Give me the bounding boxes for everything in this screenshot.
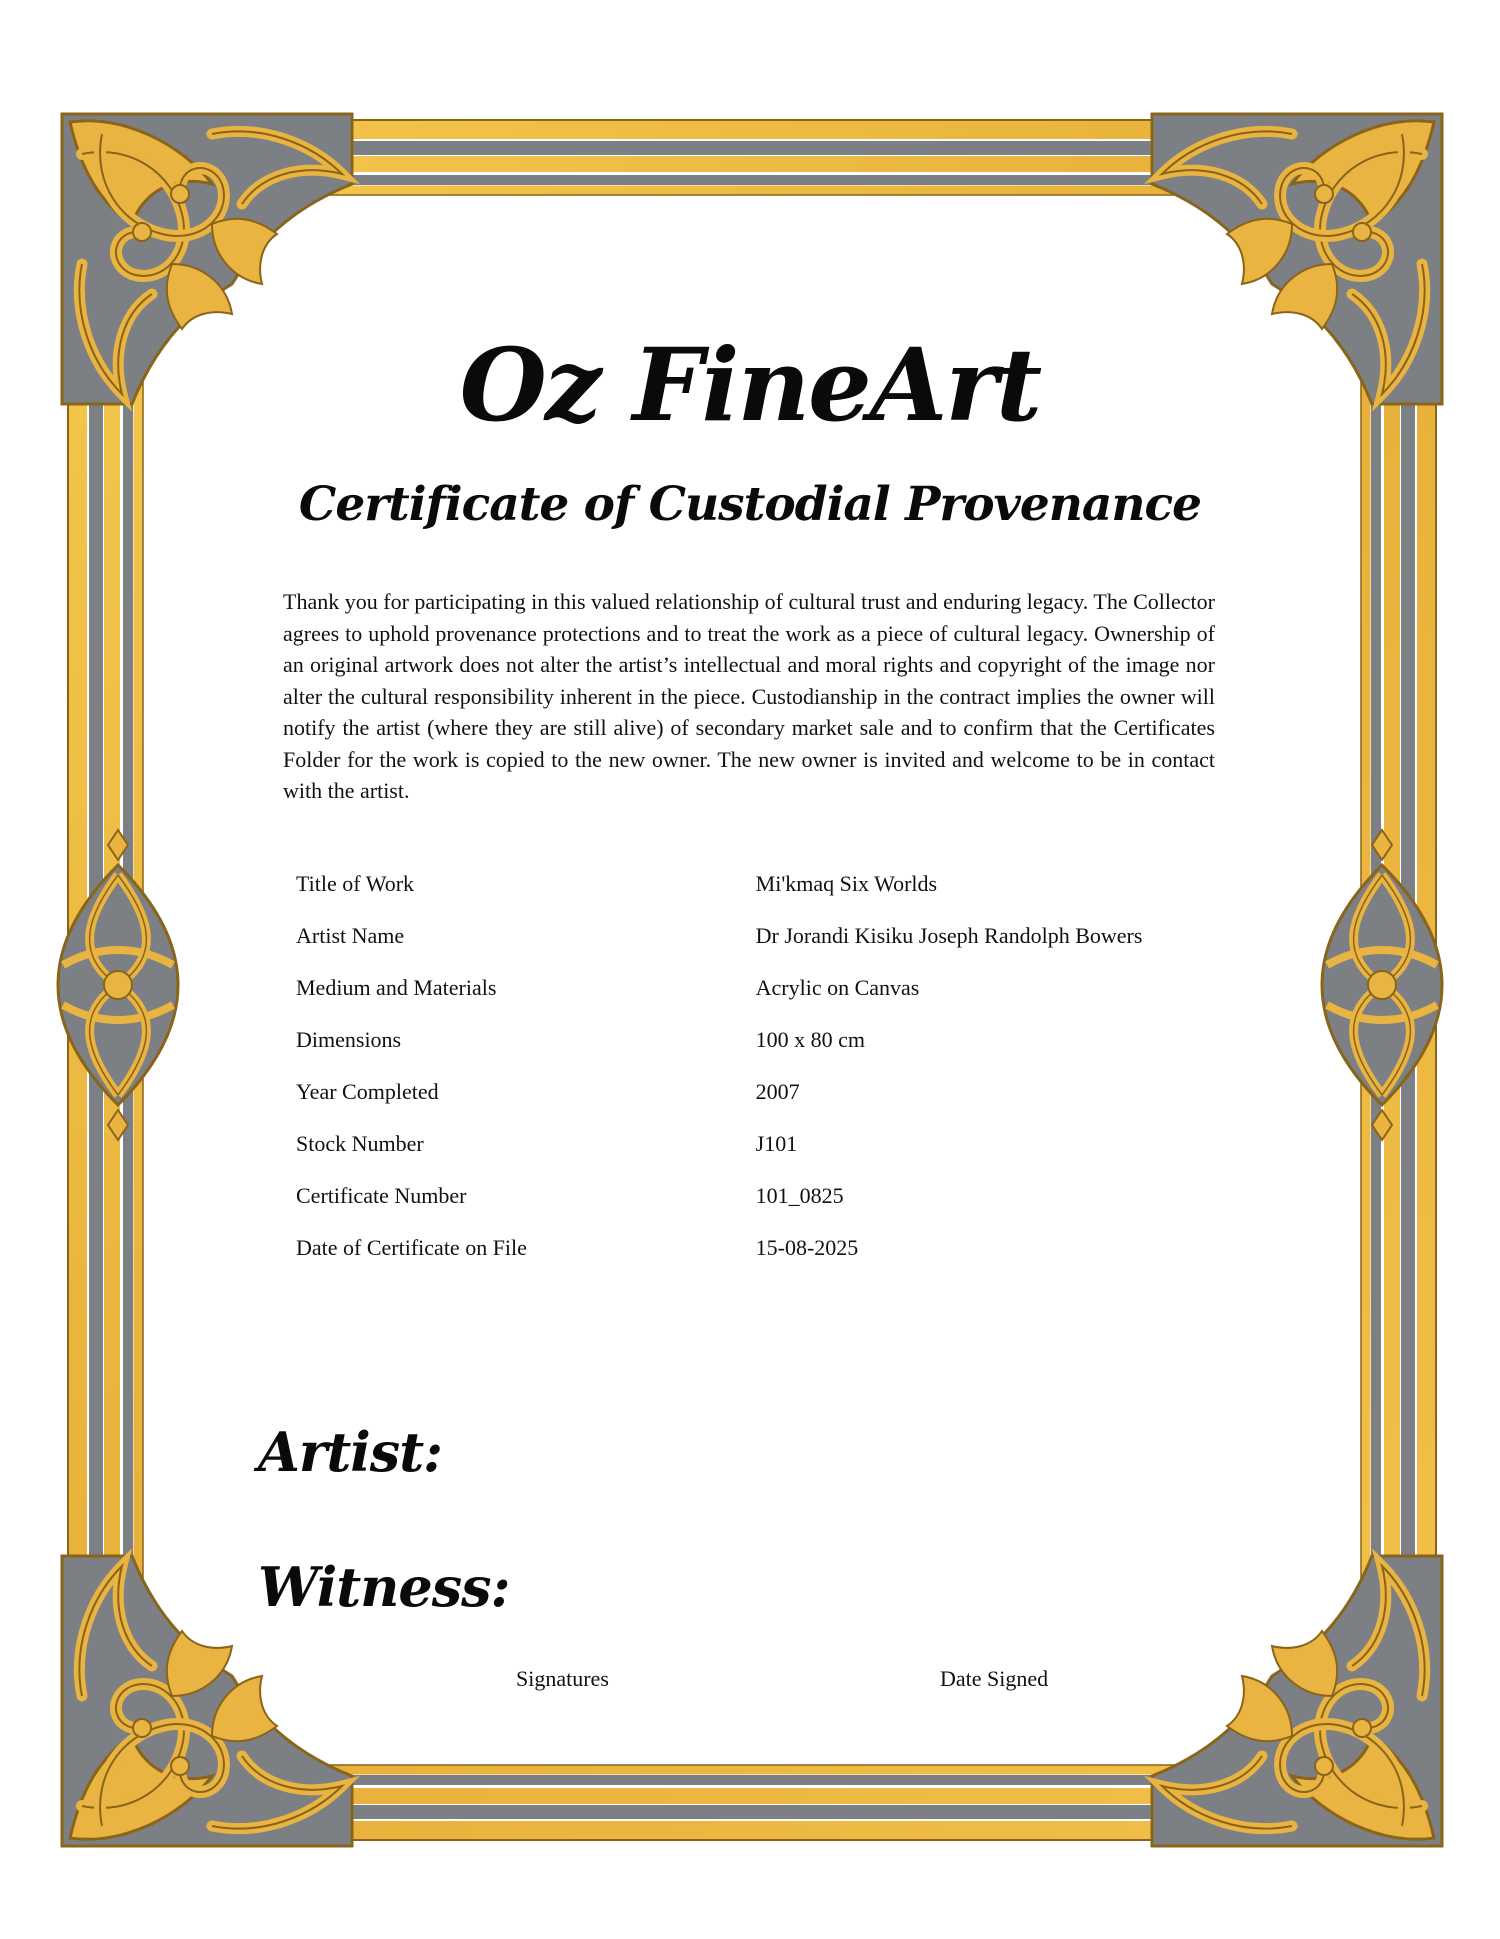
- detail-value: Acrylic on Canvas: [755, 975, 920, 1000]
- brand-title: Oz FineArt: [459, 326, 1041, 444]
- intro-paragraph: Thank you for participating in this valued relationship of cultural trust and enduring legacy. The Collector agrees to uphold provenance protections and to treat the work as a piece of cultural legacy. Ownership of an original artwork does not alter the artist’s intellectual and moral rights and copyright of the image nor alter the cultural responsibility inherent in the piece. Custodianship in the contract implies the owner will notify the artist (where they are still alive) of secondary market sale and to confirm that the Certificates Folder for the work is copied to the new owner. The new owner is invited and welcome to be in contact with the artist.: [283, 589, 1215, 803]
- detail-label: Dimensions: [296, 1027, 402, 1052]
- detail-value: 101_0825: [755, 1183, 844, 1208]
- witness-signature-label: Witness:: [258, 1555, 510, 1619]
- artist-signature-label: Artist:: [258, 1420, 443, 1484]
- table-row: [282, 1018, 1212, 1070]
- table-row: [282, 1174, 1212, 1226]
- signatures-caption: Signatures: [516, 1666, 609, 1691]
- detail-label: Medium and Materials: [296, 975, 497, 1000]
- detail-label: Year Completed: [296, 1079, 439, 1104]
- table-row: [282, 862, 1212, 914]
- detail-label: Artist Name: [296, 923, 405, 948]
- table-row: [282, 1070, 1212, 1122]
- detail-label: Date of Certificate on File: [296, 1235, 527, 1260]
- date-signed-caption: Date Signed: [940, 1666, 1049, 1691]
- table-row: [282, 1226, 1212, 1278]
- table-row: [282, 966, 1212, 1018]
- table-row: [282, 1122, 1212, 1174]
- details-table: [282, 862, 1212, 1278]
- detail-label: Certificate Number: [296, 1183, 467, 1208]
- detail-value: Dr Jorandi Kisiku Joseph Randolph Bowers: [755, 923, 1143, 948]
- detail-label: Stock Number: [296, 1131, 424, 1156]
- detail-value: 15-08-2025: [755, 1235, 859, 1260]
- detail-value: 100 x 80 cm: [755, 1027, 866, 1052]
- detail-value: J101: [755, 1131, 798, 1156]
- table-row: [282, 914, 1212, 966]
- detail-value: 2007: [755, 1079, 800, 1104]
- certificate-subtitle: Certificate of Custodial Provenance: [298, 477, 1202, 532]
- detail-label: Title of Work: [296, 871, 415, 896]
- detail-value: Mi'kmaq Six Worlds: [755, 871, 938, 896]
